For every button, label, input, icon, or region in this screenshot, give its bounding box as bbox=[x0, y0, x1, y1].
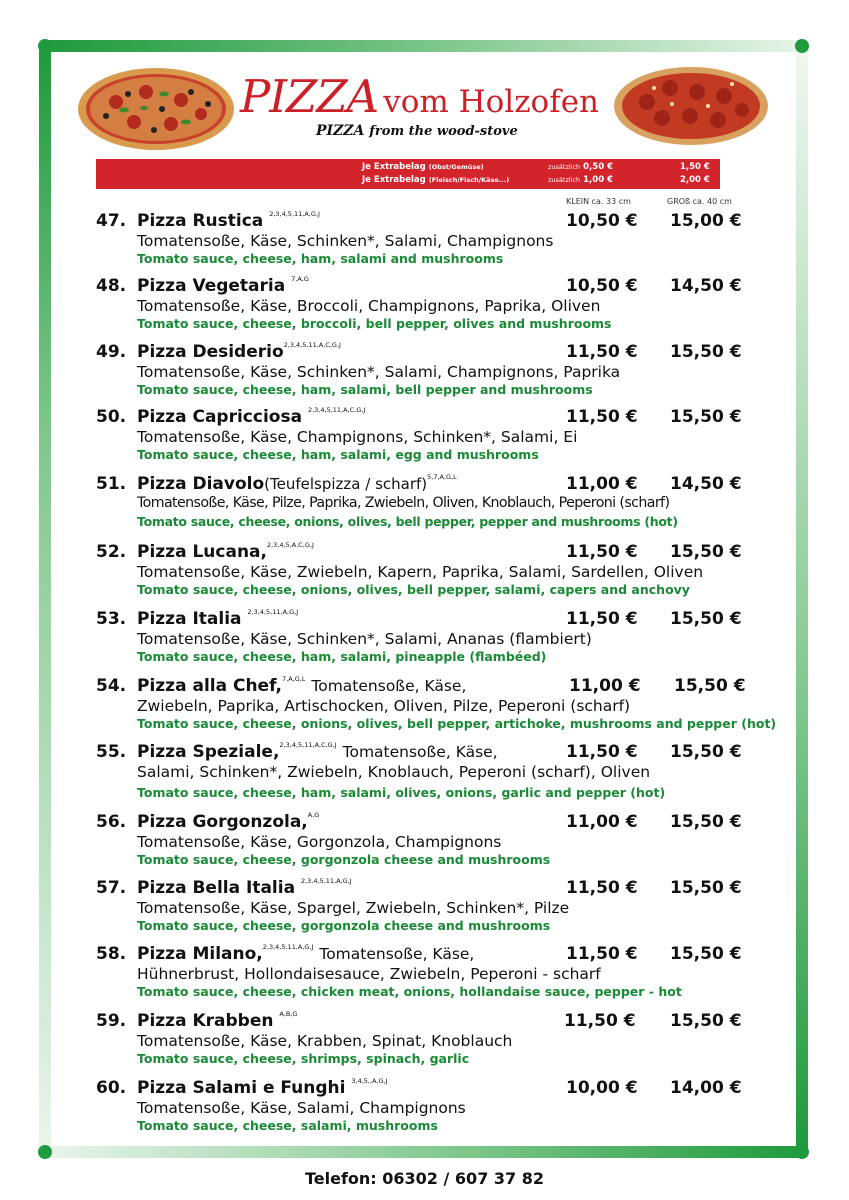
item-price-large: 15,50 € bbox=[674, 676, 746, 696]
pizza-image-left bbox=[76, 64, 236, 152]
item-number: 53. bbox=[96, 609, 127, 629]
item-description-de: Tomatensoße, Käse, Schinken*, Salami, Champignons, Paprika bbox=[137, 363, 621, 381]
item-price-small: 11,50 € bbox=[566, 407, 638, 427]
item-name: Pizza Speziale,$^{2,3,4,5,11,A,C,G,J}$ Tomatensoße, Käse, bbox=[137, 741, 498, 762]
item-number: 51. bbox=[96, 474, 127, 494]
item-description-en: Tomato sauce, cheese, broccoli, bell pepper, olives and mushrooms bbox=[137, 316, 612, 331]
item-price-large: 15,50 € bbox=[670, 812, 742, 832]
item-description-de: Tomatensoße, Käse, Broccoli, Champignons, Paprika, Oliven bbox=[137, 297, 601, 315]
item-name: Pizza Italia $^{2,3,4,5,11,A,G,J}$ bbox=[137, 608, 299, 629]
extras-bar bbox=[96, 159, 720, 189]
item-allergens: 3,4,5,,A,G,J bbox=[351, 1077, 388, 1085]
item-price-small: 11,50 € bbox=[564, 1011, 636, 1031]
frame-bottom-border bbox=[45, 1146, 803, 1158]
item-number: 54. bbox=[96, 676, 127, 696]
item-description-en: Tomato sauce, cheese, onions, olives, bell pepper, pepper and mushrooms (hot) bbox=[137, 514, 678, 529]
item-name: Pizza Salami e Funghi $^{3,4,5,,A,G,J}$ bbox=[137, 1077, 388, 1098]
item-name: Pizza Lucana,$^{2,3,4,5,A,C,G,J}$ bbox=[137, 541, 314, 562]
item-price-large: 14,00 € bbox=[670, 1078, 742, 1098]
item-allergens: 5,7,A,G,L bbox=[427, 473, 457, 481]
footer-phone: Telefon: 06302 / 607 37 82 bbox=[304, 1169, 544, 1188]
item-allergens: 2,3,4,5,A,C,G,J bbox=[266, 541, 314, 549]
item-price-large: 14,50 € bbox=[670, 474, 742, 494]
item-allergens: A,G bbox=[307, 811, 320, 819]
item-price-large: 14,50 € bbox=[670, 276, 742, 296]
extras-row bbox=[96, 162, 720, 175]
item-price-small: 11,50 € bbox=[566, 944, 638, 964]
item-price-small: 11,50 € bbox=[566, 542, 638, 562]
extras-price-small: zusätzlich 0,50 € bbox=[548, 162, 613, 172]
item-allergens: 2,3,4,5,11,A,G,J bbox=[300, 877, 352, 885]
frame-left-border bbox=[39, 46, 51, 1152]
item-price-large: 15,50 € bbox=[670, 944, 742, 964]
item-description-en: Tomato sauce, cheese, shrimps, spinach, garlic bbox=[137, 1051, 470, 1066]
item-price-small: 10,50 € bbox=[566, 276, 638, 296]
item-price-large: 15,50 € bbox=[670, 878, 742, 898]
item-description-de: Hühnerbrust, Hollondaisesauce, Zwiebeln, Peperoni - scharf bbox=[137, 965, 601, 983]
item-description-de: Tomatensoße, Käse, Krabben, Spinat, Knoblauch bbox=[137, 1032, 513, 1050]
item-number: 56. bbox=[96, 812, 127, 832]
item-name: Pizza Desiderio$^{2,3,4,5,11,A,C,G,J}$ bbox=[137, 341, 341, 362]
item-price-small: 11,00 € bbox=[566, 812, 638, 832]
item-name: Pizza Vegetaria $^{7,A,G}$ bbox=[137, 275, 309, 296]
item-description-de: Tomatensoße, Käse, Zwiebeln, Kapern, Paprika, Salami, Sardellen, Oliven bbox=[137, 563, 704, 581]
item-description-de: Tomatensoße, Käse, Schinken*, Salami, Ananas (flambiert) bbox=[137, 630, 592, 648]
item-price-small: 11,00 € bbox=[569, 676, 641, 696]
item-allergens: 2,3,4,5,11,A,C,G,J bbox=[279, 741, 337, 749]
extras-label: Je Extrabelag (Fleisch/Fisch/Käse...) bbox=[362, 175, 510, 185]
item-description-de: Tomatensoße, Käse, Spargel, Zwiebeln, Schinken*, Pilze bbox=[137, 899, 570, 917]
item-allergens: 2,3,4,5,11,A,C,G,J bbox=[307, 406, 366, 414]
item-number: 48. bbox=[96, 276, 127, 296]
extras-price-large: 1,50 € bbox=[680, 162, 710, 172]
item-name: Pizza Gorgonzola,$^{A,G}$ bbox=[137, 811, 320, 832]
item-description-en: Tomato sauce, cheese, gorgonzola cheese and mushrooms bbox=[137, 852, 551, 867]
item-description-en: Tomato sauce, cheese, ham, salami, egg and mushrooms bbox=[137, 447, 539, 462]
item-name: Pizza Rustica $^{2,3,4,5,11,A,G,J}$ bbox=[137, 210, 320, 231]
item-price-large: 15,50 € bbox=[670, 542, 742, 562]
item-number: 60. bbox=[96, 1078, 127, 1098]
item-description-en: Tomato sauce, cheese, ham, salami, bell pepper and mushrooms bbox=[137, 382, 593, 397]
item-description-de: Tomatensoße, Käse, Champignons, Schinken*, Salami, Ei bbox=[137, 428, 578, 446]
item-number: 57. bbox=[96, 878, 127, 898]
frame-top-border bbox=[45, 40, 803, 52]
item-allergens: 7,A,G,L bbox=[282, 675, 306, 683]
frame-right-border bbox=[796, 46, 808, 1152]
item-price-small: 10,00 € bbox=[566, 1078, 638, 1098]
item-name: Pizza Krabben $^{A,B,G}$ bbox=[137, 1010, 298, 1031]
item-number: 49. bbox=[96, 342, 127, 362]
item-description-en: Tomato sauce, cheese, ham, salami and mushrooms bbox=[137, 251, 504, 266]
item-allergens: 2,3,4,5,11,A,G,J bbox=[247, 608, 299, 616]
item-price-small: 11,50 € bbox=[566, 742, 638, 762]
size-label-small: KLEIN ca. 33 cm bbox=[566, 197, 631, 206]
item-number: 58. bbox=[96, 944, 127, 964]
size-label-large: GROß ca. 40 cm bbox=[667, 197, 732, 206]
item-description-de: Tomatensoße, Käse, Pilze, Paprika, Zwiebeln, Oliven, Knoblauch, Peperoni (scharf) bbox=[137, 495, 670, 511]
title-main: PIZZA bbox=[240, 70, 379, 123]
frame-corner-dot bbox=[38, 39, 52, 53]
frame-corner-dot bbox=[795, 39, 809, 53]
item-name: Pizza Diavolo(Teufelspizza / scharf)$^{5,7,A,G,L}$ bbox=[137, 473, 457, 494]
item-price-small: 11,50 € bbox=[566, 609, 638, 629]
item-description-de: Tomatensoße, Käse, Schinken*, Salami, Champignons bbox=[137, 232, 554, 250]
item-name: Pizza alla Chef,$^{7,A,G,L}$ Tomatensoße, Käse, bbox=[137, 675, 467, 696]
item-description-de: Tomatensoße, Käse, Gorgonzola, Champignons bbox=[137, 833, 502, 851]
item-description-en: Tomato sauce, cheese, ham, salami, olives, onions, garlic and pepper (hot) bbox=[137, 785, 666, 800]
item-number: 55. bbox=[96, 742, 127, 762]
frame-corner-dot bbox=[38, 1145, 52, 1159]
item-price-small: 10,50 € bbox=[566, 211, 638, 231]
subtitle-rest: from the wood-stove bbox=[369, 124, 518, 139]
item-description-en: Tomato sauce, cheese, salami, mushrooms bbox=[137, 1118, 438, 1133]
item-number: 52. bbox=[96, 542, 127, 562]
item-price-large: 15,50 € bbox=[670, 342, 742, 362]
item-allergens: A,B,G bbox=[279, 1010, 298, 1018]
extras-price-large: 2,00 € bbox=[680, 175, 710, 185]
item-allergens: 7,A,G bbox=[291, 275, 309, 283]
item-price-large: 15,00 € bbox=[670, 211, 742, 231]
item-description-de: Tomatensoße, Käse, Salami, Champignons bbox=[137, 1099, 466, 1117]
item-price-small: 11,50 € bbox=[566, 342, 638, 362]
item-description-en: Tomato sauce, cheese, onions, olives, bell pepper, artichoke, mushrooms and pepper (hot) bbox=[137, 716, 777, 731]
title-rest: vom Holzofen bbox=[383, 84, 600, 120]
item-number: 47. bbox=[96, 211, 127, 231]
extras-price-small: zusätzlich 1,00 € bbox=[548, 175, 613, 185]
item-name: Pizza Milano,$^{2,3,4,5,11,A,G,J}$ Tomatensoße, Käse, bbox=[137, 943, 475, 964]
item-name: Pizza Capricciosa $^{2,3,4,5,11,A,C,G,J}$ bbox=[137, 406, 366, 427]
pizza-image-right bbox=[612, 62, 770, 146]
item-price-large: 15,50 € bbox=[670, 1011, 742, 1031]
item-price-large: 15,50 € bbox=[670, 407, 742, 427]
item-number: 50. bbox=[96, 407, 127, 427]
frame-corner-dot bbox=[795, 1145, 809, 1159]
extras-row bbox=[96, 175, 720, 188]
item-price-large: 15,50 € bbox=[670, 742, 742, 762]
item-price-small: 11,50 € bbox=[566, 878, 638, 898]
item-description-en: Tomato sauce, cheese, gorgonzola cheese and mushrooms bbox=[137, 918, 551, 933]
item-allergens: 2,3,4,5,11,A,C,G,J bbox=[283, 341, 341, 349]
item-name: Pizza Bella Italia $^{2,3,4,5,11,A,G,J}$ bbox=[137, 877, 352, 898]
item-description-en: Tomato sauce, cheese, chicken meat, onions, hollandaise sauce, pepper - hot bbox=[137, 984, 682, 999]
item-allergens: 2,3,4,5,11,A,G,J bbox=[262, 943, 314, 951]
subtitle-bold: PIZZA bbox=[316, 123, 365, 139]
item-number: 59. bbox=[96, 1011, 127, 1031]
menu-title bbox=[240, 70, 610, 123]
extras-label: Je Extrabelag (Obst/Gemüse) bbox=[362, 162, 484, 172]
item-price-large: 15,50 € bbox=[670, 609, 742, 629]
item-description-de: Zwiebeln, Paprika, Artischocken, Oliven, Pilze, Peperoni (scharf) bbox=[137, 697, 631, 715]
item-description-en: Tomato sauce, cheese, ham, salami, pineapple (flambéed) bbox=[137, 649, 547, 664]
item-description-en: Tomato sauce, cheese, onions, olives, bell pepper, salami, capers and anchovy bbox=[137, 582, 690, 597]
item-allergens: 2,3,4,5,11,A,G,J bbox=[269, 210, 320, 218]
menu-subtitle bbox=[316, 123, 518, 139]
item-description-de: Salami, Schinken*, Zwiebeln, Knoblauch, Peperoni (scharf), Oliven bbox=[137, 763, 651, 781]
item-price-small: 11,00 € bbox=[566, 474, 638, 494]
